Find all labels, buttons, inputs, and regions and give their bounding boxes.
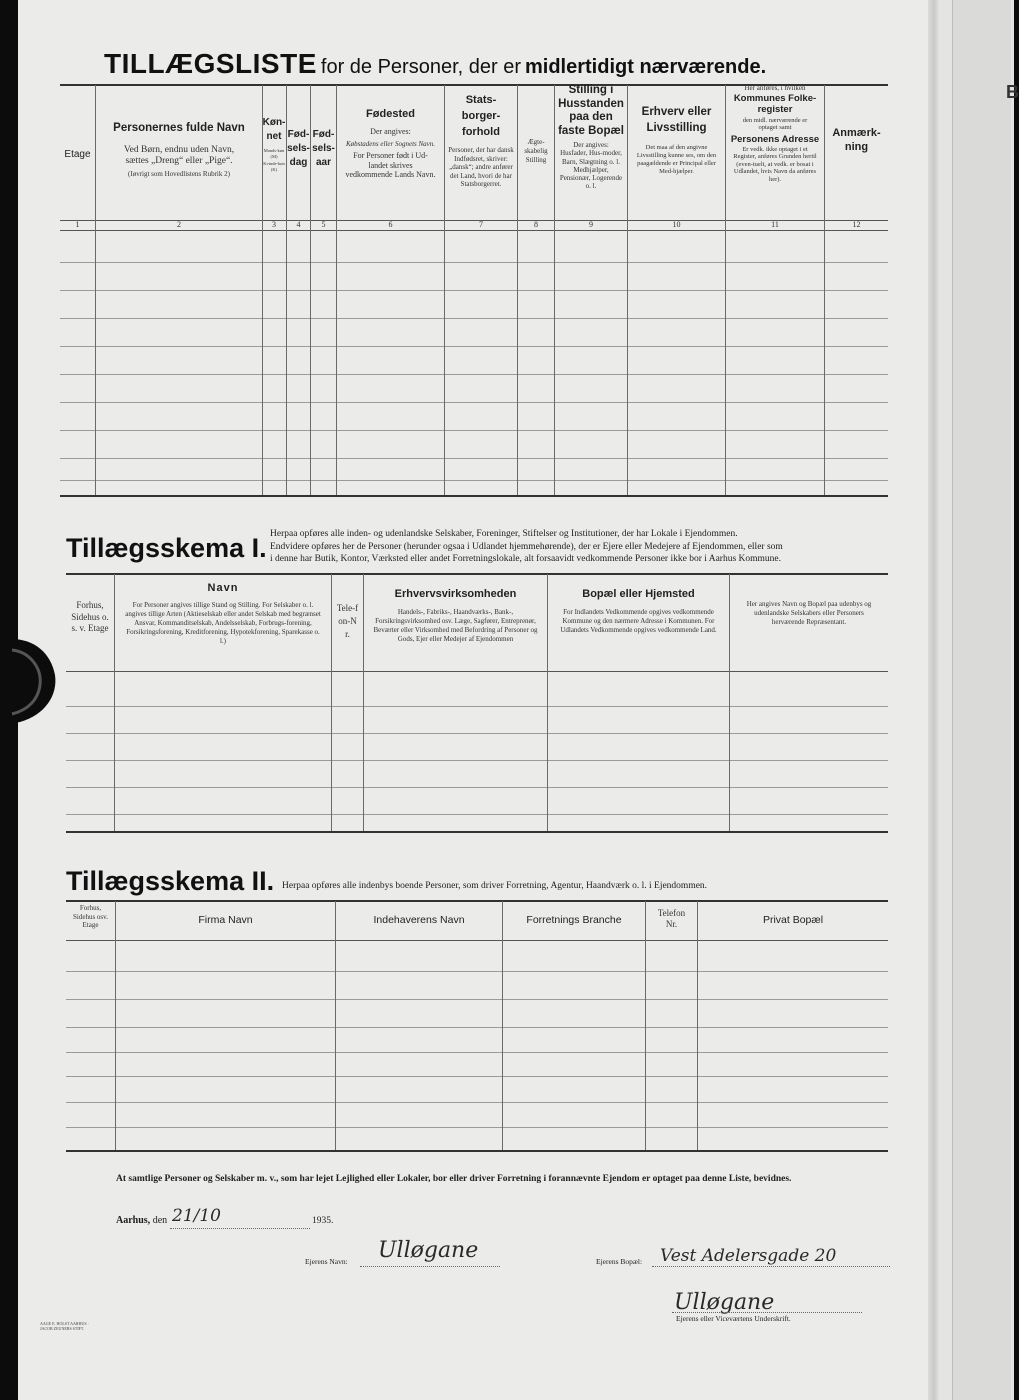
date-line [116, 1215, 167, 1226]
t1-col-statsborger: Stats-borger-forhold Personer, der har dansk Indfødsret, skriver: „dansk“; andre anfører det Land, hvori de har Statsborgerret. [448, 94, 514, 188]
main-title-rest: for de Personer, der er [320, 56, 521, 78]
t1-col-navn: Personernes fulde Navn Ved Børn, endnu uden Navn, sættes „Dreng“ eller „Pige“. (Iøvrigt som Hovedlistens Rubrik 2) [113, 122, 245, 178]
t1-col-etage: Etage [64, 149, 91, 160]
t1-num: 7 [479, 220, 483, 229]
skema1-description: Herpaa opføres alle inden- og udenlandske Selskaber, Foreninger, Stiftelser og Institutioner, der har Lokale i Ejendommen. Endvidere opføres her de Personer (herunder ogsaa i Udlandet hjemmehørende), der er Ejere eller Medejere af Ejendommen, eller som i denne har Butik, Kontor, Værksted eller andet Forretningslokale, alt forsaavidt vedkommende Personer ikke bor i Aarhus Kommune. [270, 529, 783, 564]
skema1-title: Tillægsskema I. [66, 533, 267, 563]
t1-num: 6 [388, 220, 393, 229]
t1-num: 12 [852, 220, 861, 229]
t1-num: 4 [296, 220, 301, 229]
next-page-mark: B [1006, 82, 1019, 102]
t1-num: 11 [771, 220, 779, 229]
printer-mark: AAGE E. HOLST AARHUS · JACOB ZEUNERS STIFT. [40, 1321, 89, 1331]
page-fold [928, 0, 940, 1400]
s2-col-bopael: Privat Bopæl [762, 914, 824, 926]
t1-num: 1 [75, 220, 80, 229]
t1-num: 10 [672, 220, 681, 229]
s2-col-indehaver: Indehaverens Navn [373, 914, 465, 926]
s1-col-erhverv: Erhvervsvirksomheden Handels-, Fabriks-, Haandværks-, Bank-, Forsikringsvirksomhed osv. Læge, Sagfører, Entreprenør, Beværter eller Virksomhed med Befordring af Personer og Gods, Ejer eller Medejer af Ejendommen [373, 588, 538, 643]
s2-col-firma: Firma Navn [198, 914, 253, 926]
s1-col-navn: Navn For Personer angives tillige Stand og Stilling. For Selskaber o. l. angives tillige Arten (Aktieselskab eller andet Selskab med begrænset Ansvar, Kommanditselskab, Andelsselskab, Forbrugs-forening, Forsikringsforening, Kreditforening, Hypotekforening, Sparekasse o. l.) [125, 582, 321, 645]
form-page [18, 0, 940, 1400]
den-label: den [152, 1215, 168, 1226]
t1-col-foedselsdag: Fød-sels-dag [287, 129, 310, 168]
s1-col-bopael: Bopæl eller Hjemsted For Indlandets Vedkommende opgives vedkommende Kommune og den nærmere Adresse i Kommunen. For Udlandets Vedkommende opgives vedkommende Land. [560, 588, 717, 634]
s1-col-forhus: Forhus, Sidehus o. s. v. Etage [71, 600, 109, 633]
t1-num: 9 [589, 220, 593, 229]
binder-clip [0, 630, 80, 730]
t1-col-foedested: Fødested Der angives: Købstadens eller Sognets Navn. For Personer født i Ud-landet skrives vedkommende Lands Navn. [345, 108, 436, 179]
skema2-title: Tillægsskema II. [66, 866, 275, 896]
s1-col-telefon: Tele-fon-Nr. [336, 603, 359, 639]
t1-num: 5 [321, 220, 326, 229]
t1-col-adresse: Her anføres, i hvilken Kommunes Folke-register den midl. nærværende er optaget samt Personens Adresse Er vedk. ikke optaget i et Register, anføres Grunden hertil (even-tuelt, at vedk. er bosat i Udlandet, hvis Navn da anføres her). [730, 84, 820, 183]
ejer-bopael-hand: Vest Adelersgade 20 [660, 1246, 837, 1266]
main-title-big: TILLÆGSLISTE [104, 48, 317, 79]
year: 1935. [312, 1216, 334, 1226]
signature-label: Ejerens eller Viceværtens Underskrift. [676, 1314, 791, 1323]
handwritten-date: 21/10 [172, 1206, 221, 1226]
attestation-statement: At samtlige Personer og Selskaber m. v., som har lejet Lejlighed eller Lokaler, bor eller driver Forretning i forannævnte Ejendom er optaget paa denne Liste, bevidnes. [116, 1174, 792, 1184]
t1-col-erhverv: Erhverv eller Livsstilling Det maa af den angivne Livsstilling kunne ses, om den paagældende er Principal eller Med-hjælper. [636, 106, 717, 175]
skema2-description: Herpaa opføres alle indenbys boende Personer, som driver Forretning, Agentur, Haandværk o. l. i Ejendommen. [282, 881, 708, 891]
ejer-navn-signature: Ulløgane [378, 1238, 479, 1263]
main-title [104, 48, 766, 80]
t1-num: 8 [534, 220, 538, 229]
t1-col-stilling: Stilling i Husstanden paa den faste Bopæl Der angives: Husfader, Hus-moder, Barn, Slægtning o. l. Medhjælper, Pensionær, Logerende o. l. [558, 84, 624, 191]
t1-col-aegteskab: Ægte-skabelig Stilling [524, 138, 548, 164]
owner-signature: Ulløgane [674, 1290, 775, 1315]
t1-col-anmaerkning: Anmærk-ning [832, 127, 881, 153]
place: Aarhus, [116, 1215, 151, 1226]
next-page-inner [952, 0, 1011, 1400]
t1-col-foedselsaar: Fød-sels-aar [312, 129, 335, 168]
ejer-bopael-label: Ejerens Bopæl: [596, 1257, 643, 1266]
s2-col-forhus: Forhus, Sidehus osv. Etage [73, 904, 108, 929]
main-title-bold: midlertidigt nærværende. [525, 56, 767, 78]
s2-col-branche: Forretnings Branche [526, 914, 622, 926]
ejer-navn-label: Ejerens Navn: [305, 1257, 348, 1266]
s2-col-telefon: Telefon Nr. [657, 908, 686, 929]
t1-num: 2 [177, 220, 181, 229]
t1-col-koen: Køn-net Mands-køn (M) Kvinde-køn (K) [262, 117, 286, 172]
t1-num: 3 [272, 220, 276, 229]
s1-col-repraesentant: Her angives Navn og Bopæl paa udenbys og udenlandske Selskabers eller Personers herværende Repræsentant. [746, 600, 872, 626]
